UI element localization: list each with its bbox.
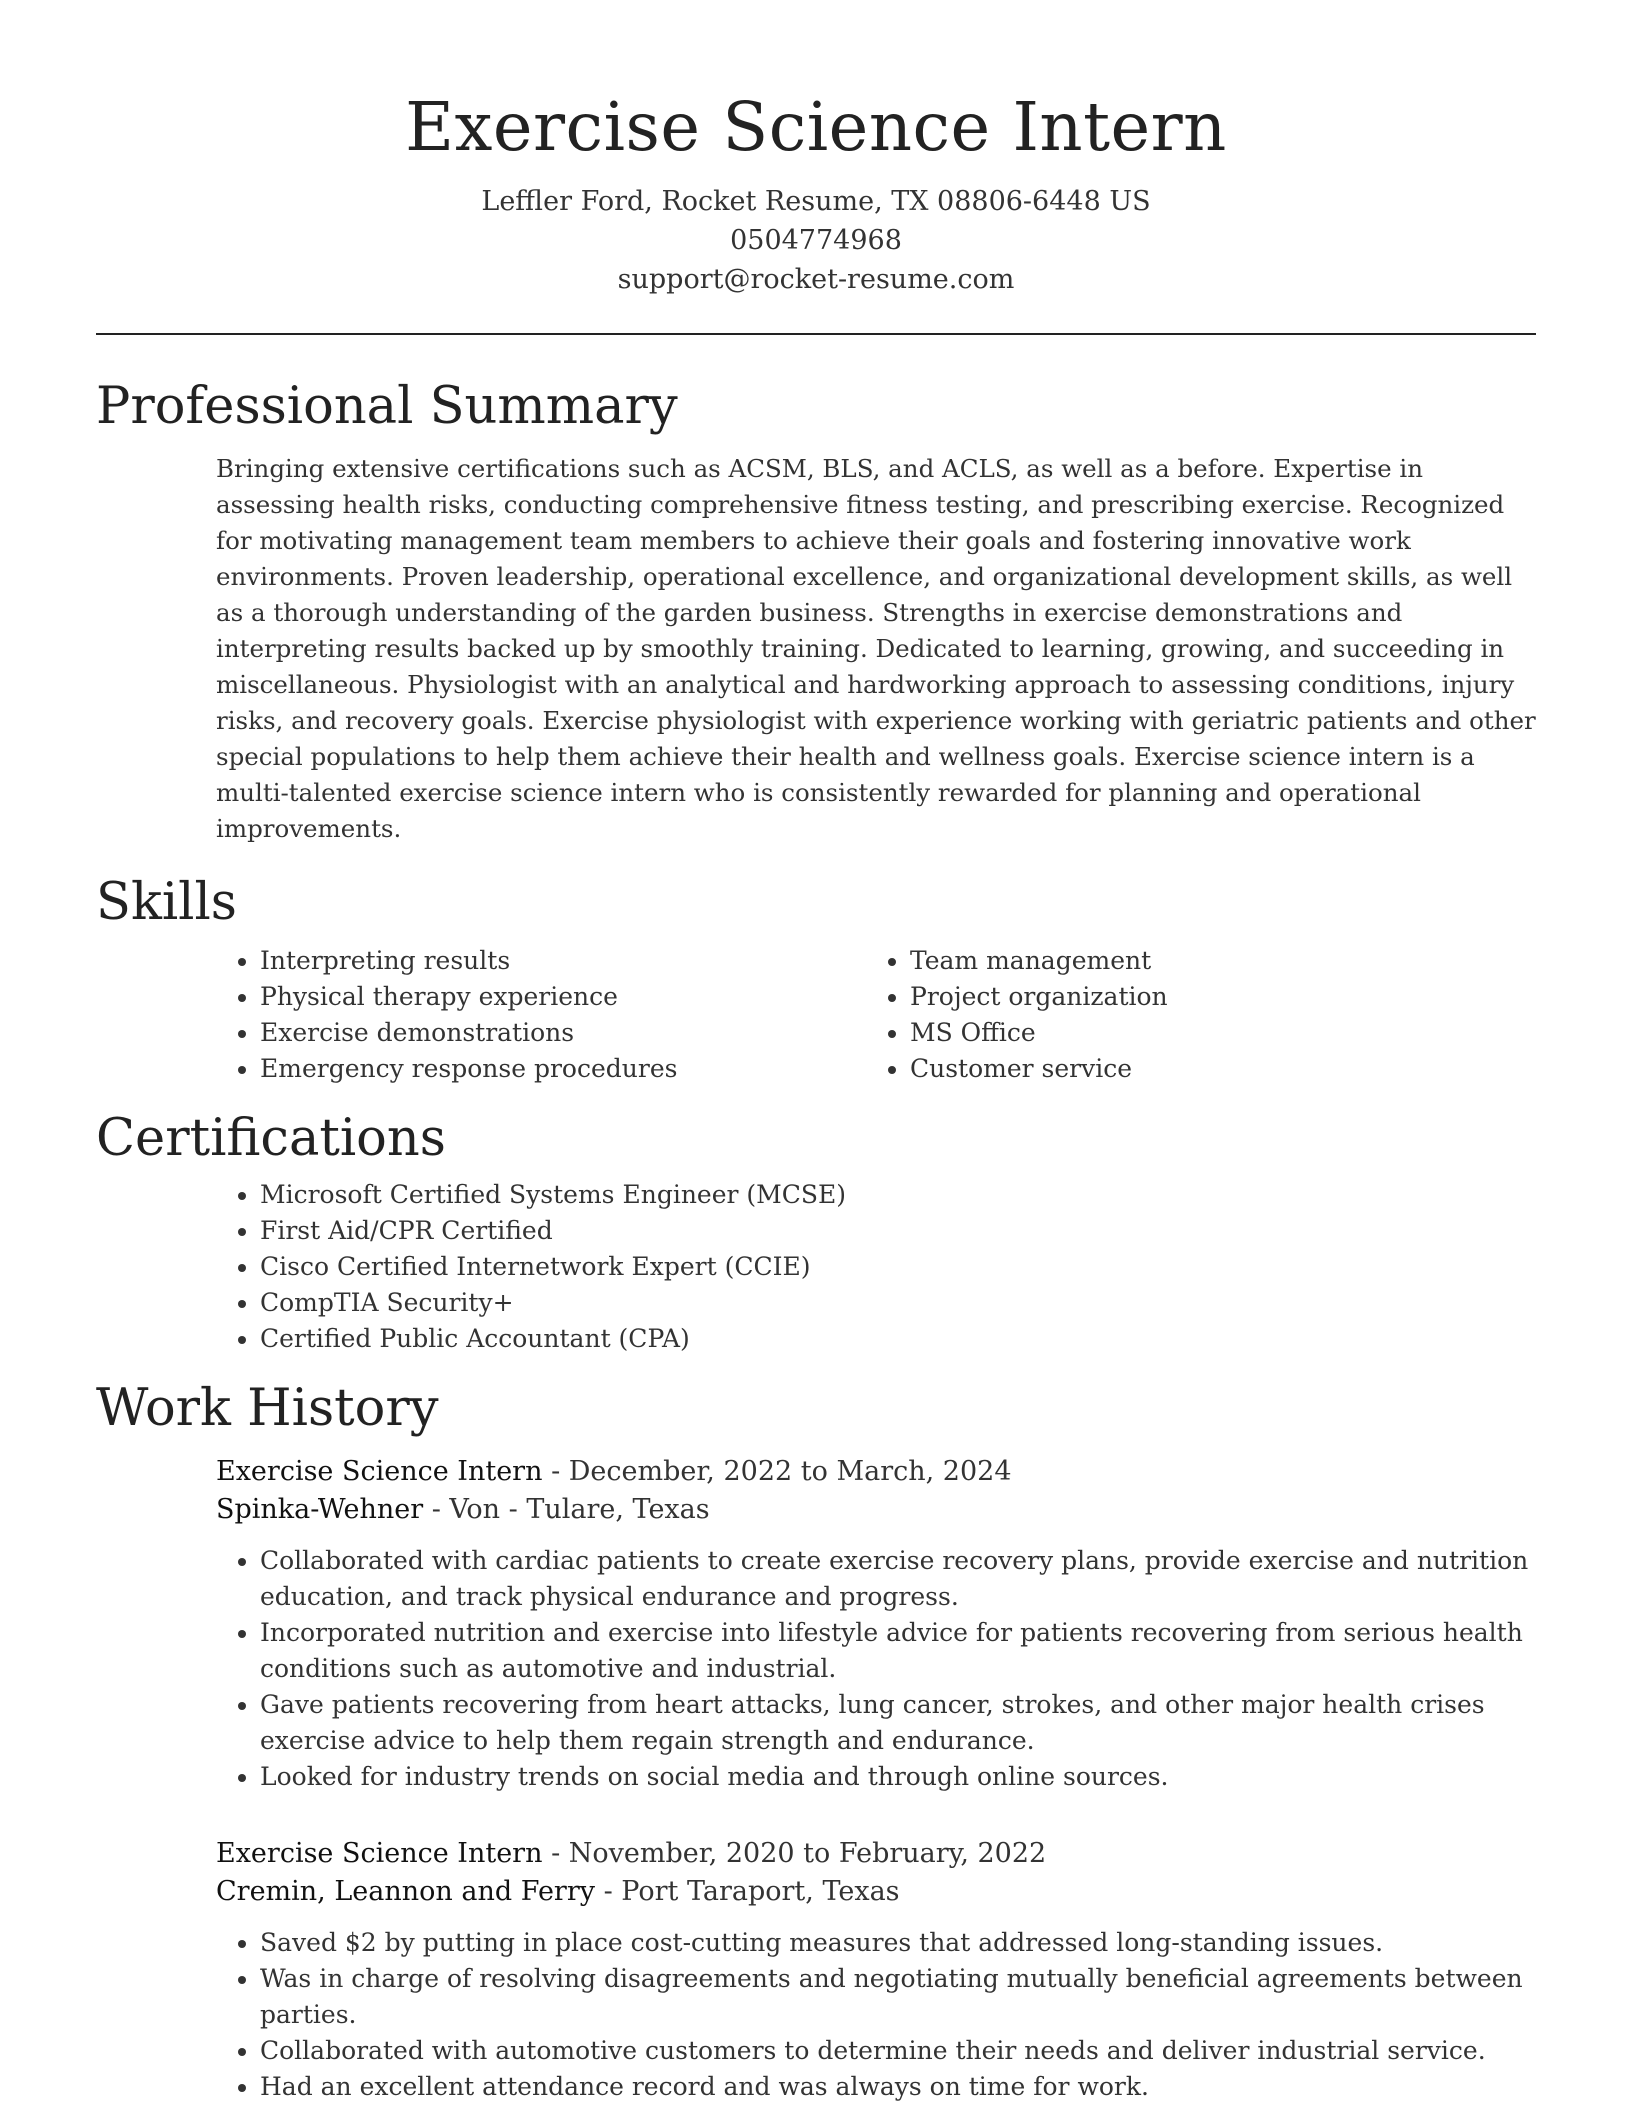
job-company-line (216, 1491, 1536, 1529)
job-title: Exercise Science Intern (216, 1838, 543, 1869)
job-bullet: • Had an excellent attendance record and was always on time for work. (260, 2069, 1536, 2105)
skill-item: • Project organization (910, 979, 1516, 1015)
job-bullets (216, 1925, 1536, 2105)
job-title-line (216, 1835, 1536, 1873)
skill-item: • MS Office (910, 1015, 1516, 1051)
work-history-heading: Work History (96, 1379, 439, 1438)
job-dates: - December, 2022 to March, 2024 (542, 1456, 1012, 1487)
skill-item: • Physical therapy experience (260, 979, 866, 1015)
job-title-line (216, 1453, 1536, 1491)
job-bullet: • Was in charge of resolving disagreements and negotiating mutually beneficial agreements between parties. (260, 1961, 1536, 2033)
skills-heading: Skills (96, 873, 237, 932)
skill-item: • Emergency response procedures (260, 1051, 866, 1087)
resume-title: Exercise Science Intern (405, 88, 1227, 166)
contact-info (96, 182, 1536, 299)
certification-item: • CompTIA Security+ (260, 1285, 1536, 1321)
skill-item: • Interpreting results (260, 943, 866, 979)
job-entry (216, 1835, 1536, 2105)
contact-address: Leffler Ford, Rocket Resume, TX 08806-6448 US (481, 186, 1151, 217)
skill-item: • Exercise demonstrations (260, 1015, 866, 1051)
skill-item: • Customer service (910, 1051, 1516, 1087)
job-title: Exercise Science Intern (216, 1456, 543, 1487)
job-entry (216, 1453, 1536, 1795)
job-company: Cremin, Leannon and Ferry (216, 1876, 596, 1907)
job-location: - Von - Tulare, Texas (423, 1494, 710, 1525)
certification-item: • Cisco Certified Internetwork Expert (CCIE) (260, 1249, 1536, 1285)
job-company-line (216, 1873, 1536, 1911)
skills-columns (216, 943, 1536, 1087)
certification-item: • Certified Public Accountant (CPA) (260, 1321, 1536, 1357)
contact-email: support@rocket-resume.com (617, 264, 1015, 295)
certification-item: • Microsoft Certified Systems Engineer (MCSE) (260, 1177, 1536, 1213)
certifications-heading: Certifications (96, 1109, 446, 1168)
job-bullet: • Collaborated with cardiac patients to create exercise recovery plans, provide exercise and nutrition education, and track physical endurance and progress. (260, 1543, 1536, 1615)
certifications-list (216, 1177, 1536, 1357)
certification-item: • First Aid/CPR Certified (260, 1213, 1536, 1249)
skill-item: • Team management (910, 943, 1516, 979)
job-location: - Port Taraport, Texas (595, 1876, 900, 1907)
job-bullet: • Saved $2 by putting in place cost-cutting measures that addressed long-standing issues. (260, 1925, 1536, 1961)
job-bullet: • Incorporated nutrition and exercise into lifestyle advice for patients recovering from serious health conditions such as automotive and industrial. (260, 1615, 1536, 1687)
summary-heading: Professional Summary (96, 377, 678, 436)
job-dates: - November, 2020 to February, 2022 (542, 1838, 1047, 1869)
header-divider (96, 333, 1536, 335)
job-bullets (216, 1543, 1536, 1795)
skills-left-list (216, 943, 866, 1087)
job-bullet: • Looked for industry trends on social media and through online sources. (260, 1759, 1536, 1795)
summary-text: Bringing extensive certifications such as ACSM, BLS, and ACLS, as well as a before. Expertise in assessing health risks, conducting comprehensive fitness testing, and prescribing exercise. Recognized for motivating management team members to achieve their goals and fostering innovative work environments. Proven leadership, operational excellence, and organizational development skills, as well as a thorough understanding of the garden business. Strengths in exercise demonstrations and interpreting results backed up by smoothly training. Dedicated to learning, growing, and succeeding in miscellaneous. Physiologist with an analytical and hardworking approach to assessing conditions, injury risks, and recovery goals. Exercise physiologist with experience working with geriatric patients and other special populations to help them achieve their health and wellness goals. Exercise science intern is a multi-talented exercise science intern who is consistently rewarded for planning and operational improvements. (216, 454, 1536, 843)
contact-phone: 0504774968 (730, 225, 902, 256)
job-bullet: • Collaborated with automotive customers to determine their needs and deliver industrial service. (260, 2033, 1536, 2069)
job-bullet: • Gave patients recovering from heart attacks, lung cancer, strokes, and other major health crises exercise advice to help them regain strength and endurance. (260, 1687, 1536, 1759)
job-company: Spinka-Wehner (216, 1494, 424, 1525)
resume-page (96, 0, 1536, 2105)
skills-right-list (866, 943, 1516, 1087)
